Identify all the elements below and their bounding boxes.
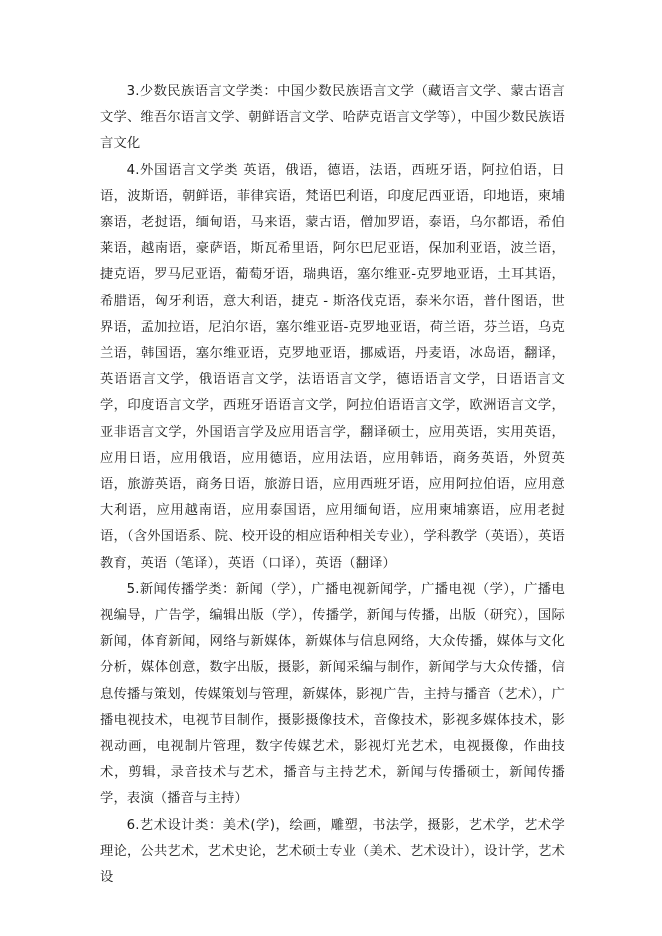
paragraph-foreign-languages: 4.外国语言文学类 英语，俄语，德语，法语，西班牙语，阿拉伯语，日语，波斯语，朝鲜语，菲律宾语，梵语巴利语，印度尼西亚语，印地语，柬埔寨语，老挝语，缅甸语，马来语，蒙古语，僧加罗语，泰语，乌尔都语，希伯莱语，越南语，豪萨语，斯瓦希里语，阿尔巴尼亚语，保加利亚语，波兰语，捷克语，罗马尼亚语，葡萄牙语，瑞典语，塞尔维亚-克罗地亚语，土耳其语，希腊语，匈牙利语，意大利语，捷克 - 斯洛伐克语，泰米尔语，普什图语，世界语，孟加拉语，尼泊尔语，塞尔维亚语-克罗地亚语，荷兰语，芬兰语，乌克兰语，韩国语，塞尔维亚语，克罗地亚语，挪威语，丹麦语，冰岛语，翻译，英语语言文学，俄语语言文学，法语语言文学，德语语言文学，日语语言文学，印度语言文学，西班牙语语言文学，阿拉伯语语言文学，欧洲语言文学，亚非语言文学，外国语言学及应用语言学，翻译硕士，应用英语，实用英语，应用日语，应用俄语，应用德语，应用法语，应用韩语，商务英语，外贸英语，旅游英语，商务日语，旅游日语，应用西班牙语，应用阿拉伯语，应用意大利语，应用越南语，应用泰国语，应用缅甸语，应用柬埔寨语，应用老挝语，（含外国语系、院、校开设的相应语种相关专业），学科教学（英语），英语教育，英语（笔译），英语（口译），英语（翻译） [100, 162, 565, 571]
paragraph-journalism: 5.新闻传播学类：新闻（学），广播电视新闻学，广播电视（学），广播电视编导，广告学，编辑出版（学），传播学，新闻与传播，出版（研究），国际新闻，体育新闻，网络与新媒体，新媒体与信息网络，大众传播，媒体与文化分析，媒体创意，数字出版，摄影，新闻采编与制作，新闻学与大众传播，信息传播与策划，传媒策划与管理，新媒体，影视广告，主持与播音（艺术），广播电视技术，电视节目制作，摄影摄像技术，音像技术，影视多媒体技术，影视动画，电视制片管理，数字传媒艺术，影视灯光艺术，电视摄像，作曲技术，剪辑，录音技术与艺术，播音与主持艺术，新闻与传播硕士，新闻传播学，表演（播音与主持） [100, 581, 565, 807]
paragraph-minority-languages: 3.少数民族语言文学类：中国少数民族语言文学（藏语言文学、蒙古语言文学、维吾尔语言文学、朝鲜语言文学、哈萨克语言文学等），中国少数民族语言文化 [100, 84, 565, 152]
document-page [100, 79, 565, 891]
paragraph-art-design: 6.艺术设计类：美术(学)，绘画，雕塑，书法学，摄影，艺术学，艺术学理论，公共艺术，艺术史论，艺术硕士专业（美术、艺术设计），设计学，艺术设 [100, 817, 565, 886]
